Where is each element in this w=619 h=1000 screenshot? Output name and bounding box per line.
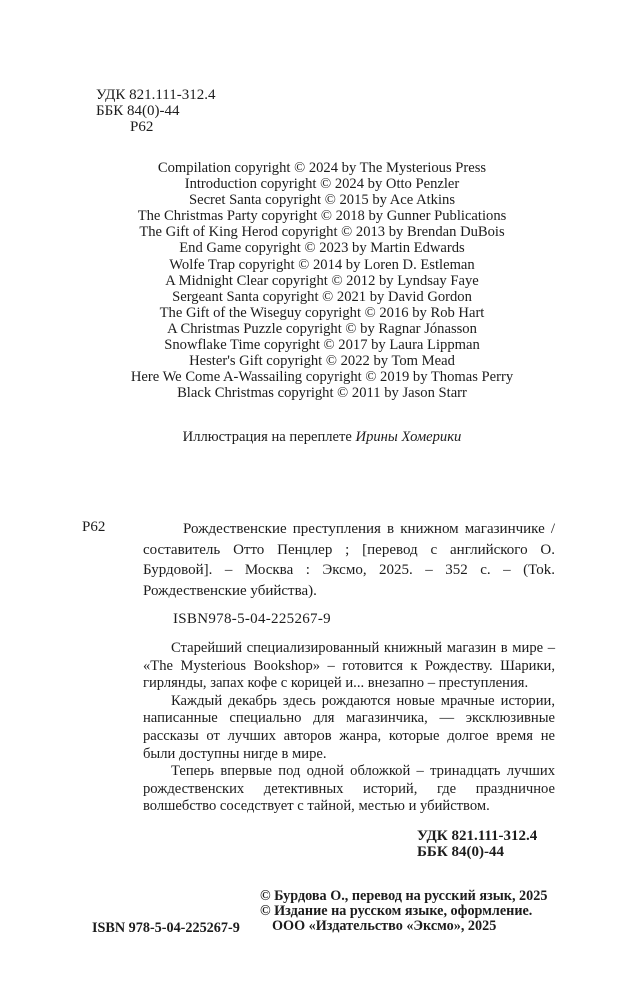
bibliographic-code: Р62 (82, 519, 106, 535)
publisher: ООО «Издательство «Эксмо», 2025 (272, 918, 497, 934)
copyright-line: A Midnight Clear copyright © 2012 by Lyndsay Faye (165, 272, 479, 289)
footer-classification (417, 828, 537, 860)
annotation (143, 640, 555, 816)
bibliographic-record (143, 519, 555, 601)
bibliographic-isbn: ISBN978-5-04-225267-9 (173, 611, 331, 627)
copyright-line: The Christmas Party copyright © 2018 by Gunner Publications (137, 208, 507, 225)
copyright-line: Introduction copyright © 2024 by Otto Penzler (184, 176, 460, 193)
copyright-list (100, 160, 544, 401)
copyright-line: Sergeant Santa copyright © 2021 by David Gordon (172, 288, 472, 305)
copyright-line: Compilation copyright © 2024 by The Mysterious Press (157, 160, 487, 176)
footer-udk: УДК 821.111-312.4 (417, 828, 538, 844)
author-mark: Р62 (130, 119, 154, 135)
illustration-prefix: Иллюстрация на переплете (182, 429, 356, 445)
copyright-line: Secret Santa copyright © 2015 by Ace Atkins (188, 192, 456, 209)
copyright-line: Here We Come A-Wassailing copyright © 2019 by Thomas Perry (130, 369, 514, 386)
udk-code: УДК 821.111-312.4 (96, 87, 216, 103)
illustration-artist: Ирины Хомерики (355, 429, 462, 445)
copyright-line: Snowflake Time copyright © 2017 by Laura Lippman (164, 337, 480, 354)
illustration-credit (100, 429, 544, 446)
bbk-code: ББК 84(0)-44 (96, 103, 180, 119)
copyright-line: The Gift of the Wiseguy copyright © 2016 by Rob Hart (159, 304, 485, 321)
copyright-line: End Game copyright © 2023 by Martin Edwards (179, 240, 465, 257)
copyright-line: Black Christmas copyright © 2011 by Jason Starr (177, 385, 467, 402)
copyright-line: A Christmas Puzzle copyright © by Ragnar Jónasson (167, 320, 477, 337)
copyright-line: Hester's Gift copyright © 2022 by Tom Mead (189, 353, 455, 370)
header-classification (96, 87, 215, 135)
footer-bbk: ББК 84(0)-44 (417, 844, 504, 860)
annotation-paragraph: Старейший специализированный книжный магазин в мире – «The Mysterious Bookshop» – готовится к Рождеству. Шарики, гирлянды, запах кофе с корицей и... внезапно – преступления. (143, 640, 555, 692)
footer-isbn: ISBN 978-5-04-225267-9 (92, 920, 240, 936)
annotation-paragraph: Каждый декабрь здесь рождаются новые мрачные истории, написанные специально для магазинчика, — эксклюзивные рассказы от лучших авторов жанра, которые долгое время не были доступны нигде в мире. (143, 692, 555, 762)
copyright-line: Wolfe Trap copyright © 2014 by Loren D. Estleman (169, 256, 475, 273)
copyright-edition: © Издание на русском языке, оформление. (260, 903, 533, 919)
bibliographic-record-text: Рождественские преступления в книжном магазинчике / составитель Отто Пенцлер ; [перевод с английского О. Бурдовой]. – Москва : Эксмо, 2025. – 352 с. – (Tok. Рождественские убийства). (143, 521, 555, 599)
copyright-translation: © Бурдова О., перевод на русский язык, 2025 (260, 888, 548, 904)
annotation-paragraph: Теперь впервые под одной обложкой – тринадцать лучших рождественских детективных историй, где праздничное волшебство соседствует с тайной, местью и убийством. (143, 763, 555, 815)
copyright-line: The Gift of King Herod copyright © 2013 by Brendan DuBois (139, 224, 505, 241)
imprint (260, 889, 547, 934)
